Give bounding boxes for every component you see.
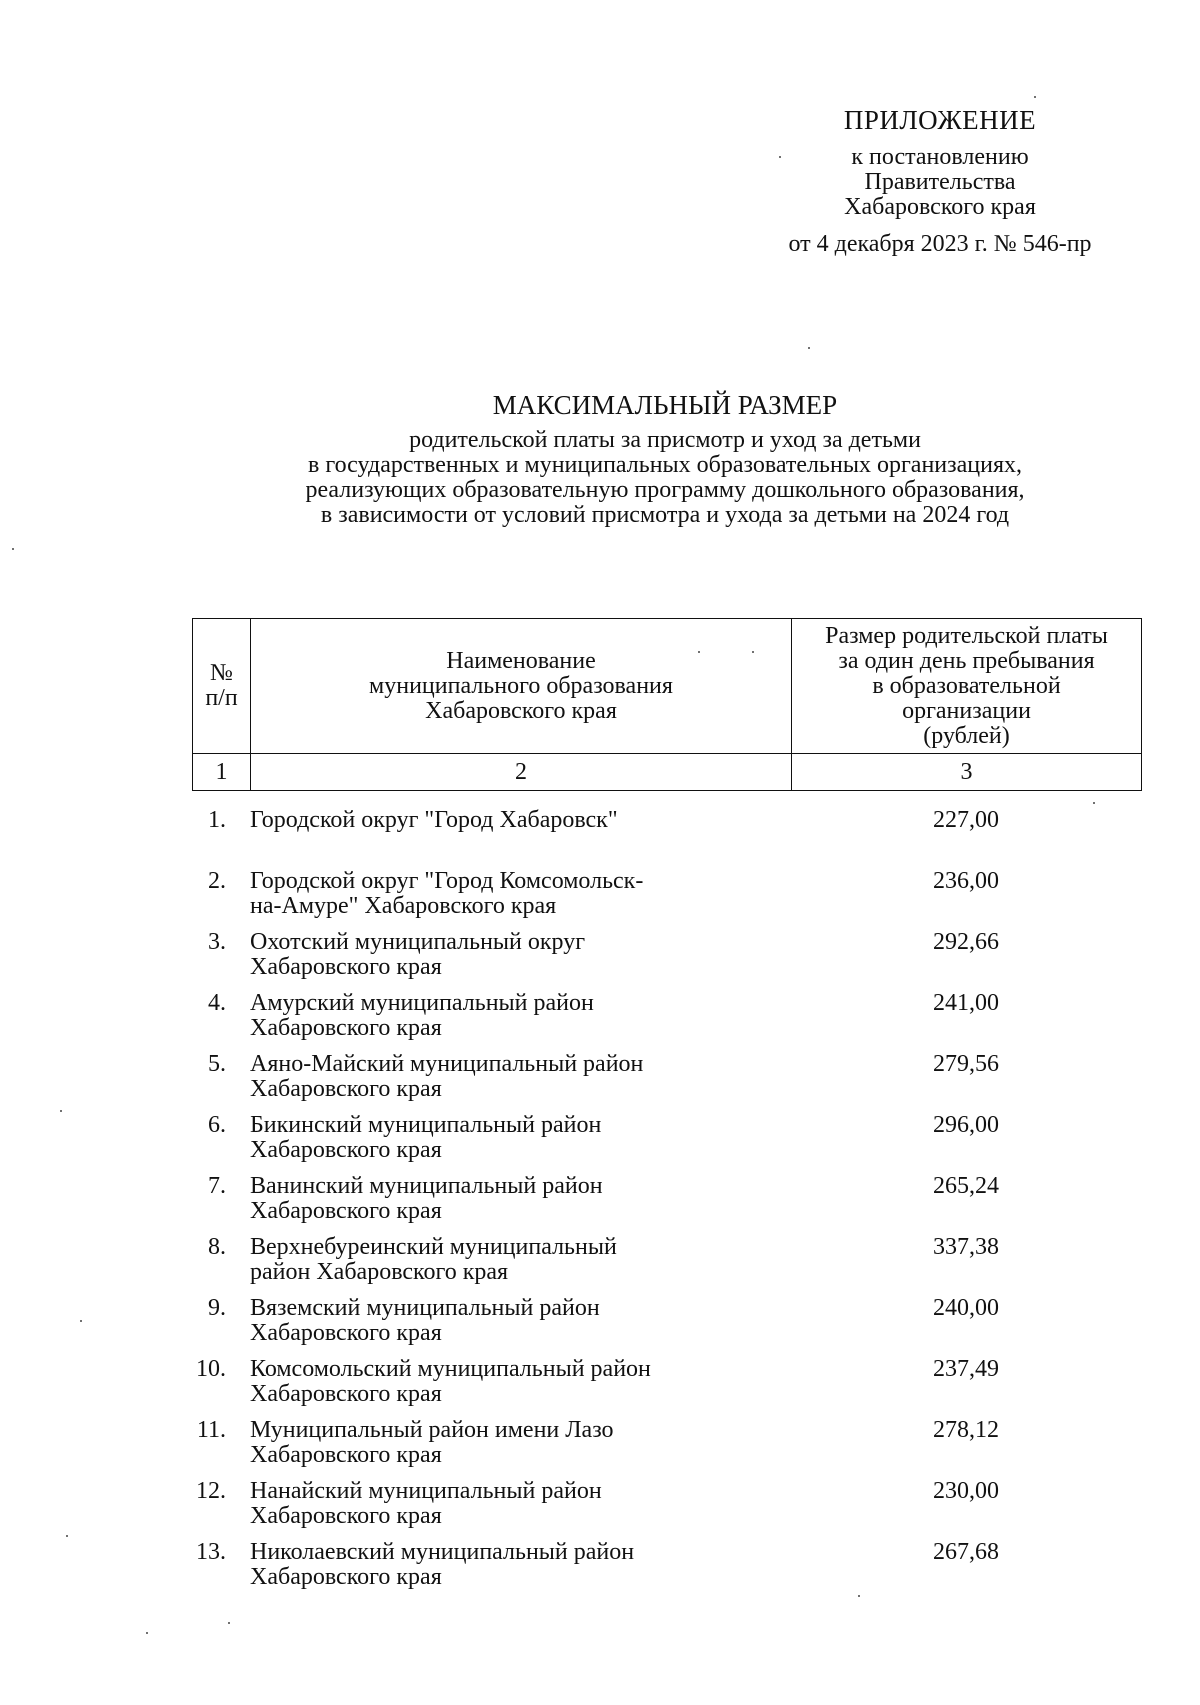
fee-value: 337,38 [933,1234,999,1260]
municipality-name-line: район Хабаровского края [250,1259,509,1285]
fee-value: 278,12 [933,1417,999,1443]
row-number: 1. [208,807,226,833]
table-row [192,1357,1141,1418]
column-number: 3 [792,754,1142,791]
header-name-line: Наименование [446,647,596,674]
municipality-name [240,1357,791,1418]
row-number: 8. [208,1234,226,1260]
subtitle-line: реализующих образовательную программу дошкольного образования, [305,477,1025,503]
municipality-name-line: Нанайский муниципальный район [250,1478,602,1504]
row-number: 4. [208,990,226,1016]
fee-value: 241,00 [933,990,999,1016]
appendix-title: ПРИЛОЖЕНИЕ [843,105,1037,135]
fee-value: 296,00 [933,1112,999,1138]
appendix-line-2: Правительства [864,169,1016,195]
municipality-name-line: Хабаровского края [250,1564,442,1590]
data-table [192,808,1141,1601]
fee-value: 265,24 [933,1173,999,1199]
table-row [192,930,1141,991]
column-number: 1 [193,754,251,791]
scan-speck [858,1595,860,1597]
header-fee-line: в образовательной [872,672,1061,699]
municipality-name-line: Хабаровского края [250,1442,442,1468]
fee-value: 236,00 [933,868,999,894]
municipality-name-line: Хабаровского края [250,1198,442,1224]
municipality-name [240,1113,791,1174]
column-number-row [193,754,1142,791]
scan-speck [146,1632,148,1634]
municipality-name [240,1296,791,1357]
fee-value: 267,68 [933,1539,999,1565]
fee-value: 292,66 [933,929,999,955]
fee-value: 279,56 [933,1051,999,1077]
row-number: 5. [208,1051,226,1077]
municipality-name-line: Аяно-Майский муниципальный район [250,1051,644,1077]
fee-value: 240,00 [933,1295,999,1321]
table-row [192,1174,1141,1235]
table-row [192,1113,1141,1174]
table-row [192,1540,1141,1601]
header-fee-line: Размер родительской платы [825,622,1108,649]
municipality-name [240,808,791,869]
header-name [251,619,792,754]
document-subtitle [0,428,1200,528]
municipality-name-line: Бикинский муниципальный район [250,1112,602,1138]
municipality-name [240,1540,791,1601]
table-header [192,618,1142,791]
appendix-line-1: к постановлению [851,144,1029,170]
municipality-name-line: Хабаровского края [250,1503,442,1529]
row-number: 11. [196,1417,226,1443]
header-number [193,619,251,754]
municipality-name-line: Хабаровского края [250,1137,442,1163]
scan-speck [1034,96,1036,98]
header-fee-line: организации [902,697,1031,724]
document-title: МАКСИМАЛЬНЫЙ РАЗМЕР [492,390,838,420]
scan-speck [808,347,810,349]
municipality-name [240,1174,791,1235]
row-number: 9. [208,1295,226,1321]
municipality-name-line: Хабаровского края [250,1320,442,1346]
table-row [192,1052,1141,1113]
municipality-name [240,1418,791,1479]
municipality-name [240,1479,791,1540]
municipality-name-line: Городской округ "Город Хабаровск" [250,807,618,833]
scan-speck [66,1535,68,1537]
table-row [192,869,1141,930]
subtitle-line: в государственных и муниципальных образовательных организациях, [308,452,1022,478]
table-row [192,1235,1141,1296]
data-table-body [192,808,1141,1601]
scan-speck [779,156,781,158]
fee-value: 237,49 [933,1356,999,1382]
appendix-date: от 4 декабря 2023 г. № 546-пр [788,231,1092,257]
municipality-name-line: Амурский муниципальный район [250,990,594,1016]
municipality-name-line: Охотский муниципальный округ [250,929,586,955]
row-number: 7. [208,1173,226,1199]
row-number: 12. [196,1478,226,1504]
table-row [192,991,1141,1052]
municipality-name [240,869,791,930]
header-row [193,619,1142,754]
row-number: 13. [196,1539,226,1565]
municipality-name [240,930,791,991]
row-number: 10. [196,1356,226,1382]
scan-speck [752,651,754,653]
header-number-line: п/п [205,685,238,711]
fee-value: 230,00 [933,1478,999,1504]
scan-speck [1093,802,1095,804]
municipality-name-line: Ванинский муниципальный район [250,1173,603,1199]
scan-speck [80,1320,82,1322]
header-fee-line: за один день пребывания [838,647,1095,674]
fee-value: 227,00 [933,807,999,833]
header-number-line: № [210,660,233,686]
municipality-name-line: Городской округ "Город Комсомольск- [250,868,644,894]
table-row [192,1418,1141,1479]
row-number: 6. [208,1112,226,1138]
municipality-name [240,991,791,1052]
table-row [192,808,1141,869]
row-number: 3. [208,929,226,955]
column-number: 2 [251,754,792,791]
municipality-name-line: Комсомольский муниципальный район [250,1356,651,1382]
municipality-name [240,1235,791,1296]
subtitle-line: родительской платы за присмотр и уход за детьми [409,427,921,453]
municipality-name-line: Вяземский муниципальный район [250,1295,600,1321]
table-row [192,1479,1141,1540]
appendix-block [740,105,1140,257]
municipality-name-line: Хабаровского края [250,1076,442,1102]
municipality-name-line: Хабаровского края [250,954,442,980]
municipality-name-line: Хабаровского края [250,1381,442,1407]
municipality-name-line: Хабаровского края [250,1015,442,1041]
municipality-name-line: на-Амуре" Хабаровского края [250,893,557,919]
municipality-name-line: Муниципальный район имени Лазо [250,1417,614,1443]
scan-speck [60,1110,62,1112]
table-row [192,1296,1141,1357]
row-number: 2. [208,868,226,894]
scan-speck [12,548,14,550]
header-name-line: муниципального образования [369,672,673,699]
municipality-name-line: Николаевский муниципальный район [250,1539,635,1565]
header-fee-line: (рублей) [923,722,1010,749]
appendix-line-3: Хабаровского края [844,194,1036,220]
header-fee [792,619,1142,754]
subtitle-line: в зависимости от условий присмотра и ухода за детьми на 2024 год [320,502,1010,528]
scan-speck [228,1622,230,1624]
municipality-name-line: Верхнебуреинский муниципальный [250,1234,617,1260]
scan-speck [698,651,700,653]
municipality-name [240,1052,791,1113]
header-name-line: Хабаровского края [425,697,617,724]
